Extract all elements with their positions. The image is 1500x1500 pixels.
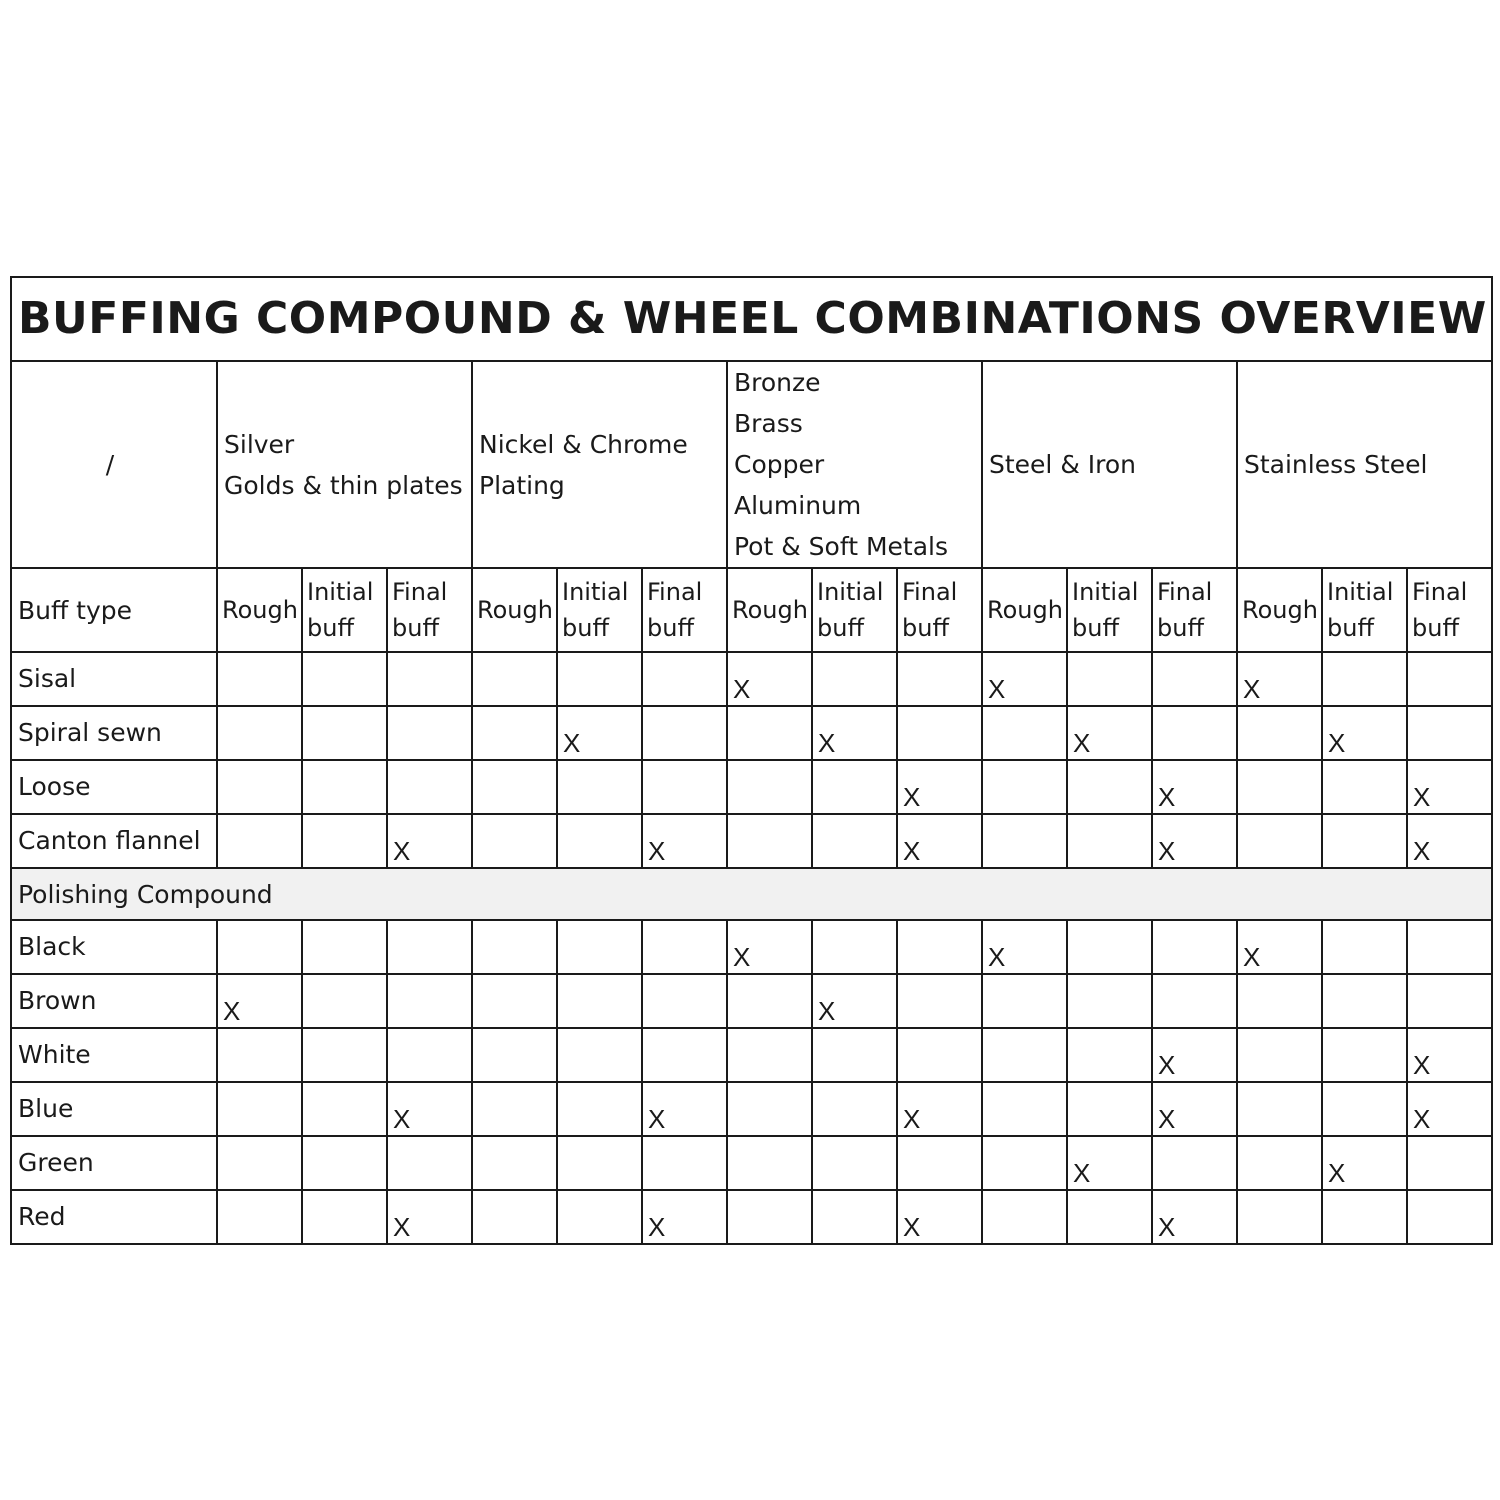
stage-header: [1407, 568, 1492, 652]
header-line: Initial: [1327, 578, 1394, 606]
check-mark: X: [1407, 1082, 1492, 1136]
row-label: Spiral sewn: [11, 706, 217, 760]
check-mark: X: [982, 920, 1067, 974]
empty-cell: [1407, 974, 1492, 1028]
empty-cell: [217, 652, 302, 706]
empty-cell: [1152, 974, 1237, 1028]
header-line: Initial: [562, 578, 629, 606]
header-line: Rough: [1242, 596, 1318, 624]
empty-cell: [302, 706, 387, 760]
metal-group-header: [727, 361, 982, 568]
metal-group-header: [472, 361, 727, 568]
empty-cell: [1067, 1028, 1152, 1082]
empty-cell: [727, 1136, 812, 1190]
header-line: Brass: [734, 409, 803, 438]
check-mark: X: [1237, 920, 1322, 974]
empty-cell: [1237, 760, 1322, 814]
stage-header: [1152, 568, 1237, 652]
empty-cell: [472, 706, 557, 760]
metal-group-header: [982, 361, 1237, 568]
check-mark: X: [1407, 1028, 1492, 1082]
empty-cell: [217, 814, 302, 868]
empty-cell: [557, 1082, 642, 1136]
check-mark: X: [217, 974, 302, 1028]
header-line: Final: [647, 578, 703, 606]
empty-cell: [642, 652, 727, 706]
header-line: buff: [902, 614, 949, 642]
empty-cell: [1322, 760, 1407, 814]
combinations-table: [10, 276, 1493, 1245]
empty-cell: [897, 652, 982, 706]
stage-header: [387, 568, 472, 652]
empty-cell: [812, 814, 897, 868]
empty-cell: [982, 1082, 1067, 1136]
row-label: Green: [11, 1136, 217, 1190]
check-mark: X: [557, 706, 642, 760]
check-mark: X: [982, 652, 1067, 706]
check-mark: X: [1152, 1190, 1237, 1244]
empty-cell: [217, 760, 302, 814]
table-row: [11, 814, 1492, 868]
empty-cell: [557, 652, 642, 706]
empty-cell: [727, 1028, 812, 1082]
empty-cell: [642, 974, 727, 1028]
check-mark: X: [1067, 1136, 1152, 1190]
empty-cell: [557, 1028, 642, 1082]
empty-cell: [812, 1082, 897, 1136]
empty-cell: [217, 706, 302, 760]
stage-header: [642, 568, 727, 652]
metal-group-row: [11, 361, 1492, 568]
empty-cell: [1152, 920, 1237, 974]
empty-cell: [1407, 706, 1492, 760]
empty-cell: [642, 1028, 727, 1082]
empty-cell: [557, 920, 642, 974]
header-line: buff: [562, 614, 609, 642]
header-line: Final: [1157, 578, 1213, 606]
empty-cell: [1322, 1190, 1407, 1244]
table-row: [11, 1190, 1492, 1244]
stage-header: [1322, 568, 1407, 652]
header-line: Steel & Iron: [989, 450, 1137, 479]
header-line: Pot & Soft Metals: [734, 532, 948, 561]
header-line: buff: [307, 614, 354, 642]
empty-cell: [1407, 1190, 1492, 1244]
empty-cell: [557, 760, 642, 814]
check-mark: X: [1152, 1028, 1237, 1082]
empty-cell: [472, 1028, 557, 1082]
empty-cell: [302, 652, 387, 706]
row-label: White: [11, 1028, 217, 1082]
table-row: [11, 1136, 1492, 1190]
stage-header: [812, 568, 897, 652]
empty-cell: [472, 974, 557, 1028]
empty-cell: [217, 1190, 302, 1244]
empty-cell: [897, 1136, 982, 1190]
empty-cell: [1407, 920, 1492, 974]
header-line: Initial: [1072, 578, 1139, 606]
empty-cell: [472, 1190, 557, 1244]
empty-cell: [387, 652, 472, 706]
check-mark: X: [727, 652, 812, 706]
stage-header: [217, 568, 302, 652]
empty-cell: [1067, 760, 1152, 814]
empty-cell: [1237, 1082, 1322, 1136]
empty-cell: [217, 1082, 302, 1136]
empty-cell: [642, 920, 727, 974]
empty-cell: [897, 974, 982, 1028]
header-line: Initial: [307, 578, 374, 606]
header-line: Rough: [987, 596, 1063, 624]
empty-cell: [812, 1028, 897, 1082]
check-mark: X: [387, 814, 472, 868]
empty-cell: [472, 652, 557, 706]
empty-cell: [302, 1190, 387, 1244]
buff-type-label: Buff type: [11, 568, 217, 652]
stage-header: [727, 568, 812, 652]
check-mark: X: [812, 974, 897, 1028]
empty-cell: [387, 974, 472, 1028]
check-mark: X: [897, 1190, 982, 1244]
header-line: Nickel & Chrome: [479, 429, 688, 459]
check-mark: X: [387, 1082, 472, 1136]
empty-cell: [302, 974, 387, 1028]
empty-cell: [642, 760, 727, 814]
header-line: Copper: [734, 450, 825, 479]
check-mark: X: [1407, 760, 1492, 814]
empty-cell: [1407, 652, 1492, 706]
empty-cell: [557, 1190, 642, 1244]
metal-group-header: [217, 361, 472, 568]
empty-cell: [727, 974, 812, 1028]
header-line: Silver: [224, 429, 295, 459]
table-row: [11, 920, 1492, 974]
header-line: Initial: [817, 578, 884, 606]
table-row: [11, 1028, 1492, 1082]
empty-cell: [1322, 652, 1407, 706]
empty-cell: [982, 706, 1067, 760]
header-line: Stainless Steel: [1244, 450, 1428, 479]
empty-cell: [642, 1136, 727, 1190]
empty-cell: [302, 1028, 387, 1082]
header-line: buff: [1157, 614, 1204, 642]
empty-cell: [982, 1136, 1067, 1190]
table-row: [11, 652, 1492, 706]
empty-cell: [1067, 1190, 1152, 1244]
empty-cell: [1237, 814, 1322, 868]
check-mark: X: [812, 706, 897, 760]
empty-cell: [727, 1082, 812, 1136]
empty-cell: [1152, 706, 1237, 760]
empty-cell: [1067, 814, 1152, 868]
table-row: [11, 706, 1492, 760]
row-label: Sisal: [11, 652, 217, 706]
empty-cell: [217, 920, 302, 974]
table-row: [11, 1082, 1492, 1136]
row-label: Black: [11, 920, 217, 974]
empty-cell: [472, 1082, 557, 1136]
empty-cell: [472, 814, 557, 868]
stage-header: [557, 568, 642, 652]
empty-cell: [982, 814, 1067, 868]
empty-cell: [812, 652, 897, 706]
header-line: Rough: [477, 596, 553, 624]
header-line: buff: [1327, 614, 1374, 642]
row-label: Red: [11, 1190, 217, 1244]
empty-cell: [812, 1136, 897, 1190]
empty-cell: [387, 1136, 472, 1190]
empty-cell: [1237, 1028, 1322, 1082]
stage-header: [897, 568, 982, 652]
check-mark: X: [897, 1082, 982, 1136]
check-mark: X: [1237, 652, 1322, 706]
empty-cell: [217, 1028, 302, 1082]
empty-cell: [1237, 706, 1322, 760]
header-line: buff: [1412, 614, 1459, 642]
empty-cell: [557, 814, 642, 868]
empty-cell: [727, 706, 812, 760]
empty-cell: [387, 760, 472, 814]
stage-header-row: [11, 568, 1492, 652]
stage-header: [472, 568, 557, 652]
empty-cell: [897, 1028, 982, 1082]
empty-cell: [727, 1190, 812, 1244]
empty-cell: [472, 920, 557, 974]
empty-cell: [897, 706, 982, 760]
empty-cell: [812, 1190, 897, 1244]
empty-cell: [1067, 652, 1152, 706]
check-mark: X: [1152, 760, 1237, 814]
stage-header: [1237, 568, 1322, 652]
section-header: Polishing Compound: [11, 868, 1492, 920]
empty-cell: [642, 706, 727, 760]
check-mark: X: [1152, 814, 1237, 868]
corner-cell: /: [11, 361, 217, 568]
row-label: Brown: [11, 974, 217, 1028]
empty-cell: [1067, 920, 1152, 974]
empty-cell: [557, 974, 642, 1028]
empty-cell: [727, 814, 812, 868]
metal-group-header: [1237, 361, 1492, 568]
empty-cell: [1152, 652, 1237, 706]
header-line: buff: [1072, 614, 1119, 642]
empty-cell: [1322, 920, 1407, 974]
empty-cell: [1067, 974, 1152, 1028]
empty-cell: [982, 974, 1067, 1028]
check-mark: X: [642, 1190, 727, 1244]
header-line: Rough: [732, 596, 808, 624]
empty-cell: [1237, 1136, 1322, 1190]
header-line: Plating: [479, 470, 565, 500]
header-line: buff: [392, 614, 439, 642]
empty-cell: [1152, 1136, 1237, 1190]
empty-cell: [1322, 1082, 1407, 1136]
empty-cell: [1322, 814, 1407, 868]
header-line: buff: [817, 614, 864, 642]
check-mark: X: [1322, 706, 1407, 760]
section-row: [11, 868, 1492, 920]
empty-cell: [982, 1028, 1067, 1082]
header-line: Bronze: [734, 368, 821, 397]
empty-cell: [1322, 1028, 1407, 1082]
empty-cell: [302, 920, 387, 974]
empty-cell: [302, 1136, 387, 1190]
empty-cell: [217, 1136, 302, 1190]
empty-cell: [982, 1190, 1067, 1244]
title-row: [11, 277, 1492, 361]
check-mark: X: [897, 814, 982, 868]
stage-header: [1067, 568, 1152, 652]
check-mark: X: [1152, 1082, 1237, 1136]
empty-cell: [812, 920, 897, 974]
empty-cell: [302, 814, 387, 868]
empty-cell: [387, 920, 472, 974]
empty-cell: [302, 760, 387, 814]
empty-cell: [812, 760, 897, 814]
empty-cell: [472, 1136, 557, 1190]
stage-header: [982, 568, 1067, 652]
header-line: Final: [1412, 578, 1468, 606]
empty-cell: [387, 706, 472, 760]
check-mark: X: [642, 1082, 727, 1136]
empty-cell: [387, 1028, 472, 1082]
row-label: Canton flannel: [11, 814, 217, 868]
check-mark: X: [727, 920, 812, 974]
empty-cell: [897, 920, 982, 974]
empty-cell: [982, 760, 1067, 814]
empty-cell: [1237, 1190, 1322, 1244]
empty-cell: [557, 1136, 642, 1190]
empty-cell: [472, 760, 557, 814]
header-line: Rough: [222, 596, 298, 624]
header-line: Golds & thin plates: [224, 470, 463, 500]
check-mark: X: [1407, 814, 1492, 868]
check-mark: X: [1322, 1136, 1407, 1190]
table-title: BUFFING COMPOUND & WHEEL COMBINATIONS OVERVIEW: [11, 277, 1492, 361]
header-line: Aluminum: [734, 491, 862, 520]
header-line: Final: [902, 578, 958, 606]
check-mark: X: [897, 760, 982, 814]
empty-cell: [727, 760, 812, 814]
empty-cell: [1237, 974, 1322, 1028]
empty-cell: [1322, 974, 1407, 1028]
row-label: Loose: [11, 760, 217, 814]
empty-cell: [1067, 1082, 1152, 1136]
row-label: Blue: [11, 1082, 217, 1136]
check-mark: X: [642, 814, 727, 868]
table-row: [11, 760, 1492, 814]
header-line: Final: [392, 578, 448, 606]
empty-cell: [302, 1082, 387, 1136]
check-mark: X: [387, 1190, 472, 1244]
check-mark: X: [1067, 706, 1152, 760]
empty-cell: [1407, 1136, 1492, 1190]
header-line: buff: [647, 614, 694, 642]
stage-header: [302, 568, 387, 652]
table-row: [11, 974, 1492, 1028]
